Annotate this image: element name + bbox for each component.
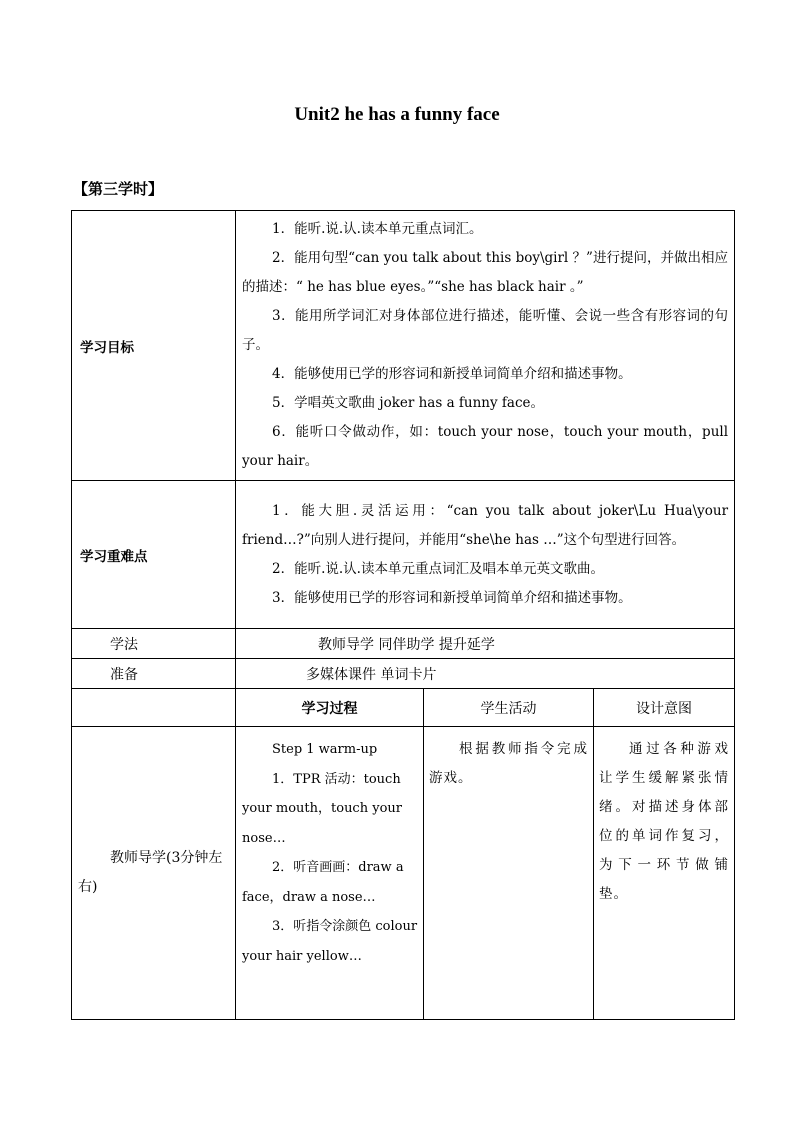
stage1-label: 教师导学(3分钟左右) <box>72 727 236 1020</box>
empty-header-cell <box>72 689 236 727</box>
objective-item: 1．能听.说.认.读本单元重点词汇。 <box>272 221 483 237</box>
objectives-label: 学习目标 <box>72 211 236 481</box>
method-value: 教师导学 同伴助学 提升延学 <box>236 629 735 659</box>
intent-header: 设计意图 <box>594 689 735 727</box>
objective-item: 4．能够使用已学的形容词和新授单词简单介绍和描述事物。 <box>272 366 632 382</box>
stage1-student-activity <box>424 727 594 1020</box>
stage1-process <box>236 727 424 1020</box>
stage1-design-intent <box>594 727 735 1020</box>
preparation-label: 准备 <box>72 659 236 689</box>
student-activity-text: 根据教师指令完成游戏。 <box>429 741 588 786</box>
objective-item: 3．能用所学词汇对身体部位进行描述，能听懂、会说一些含有形容词的句子。 <box>242 308 729 353</box>
objective-item: 6．能听口令做动作，如：touch your nose，touch your mouth，pull your hair。 <box>242 424 729 469</box>
key-points-content <box>236 481 735 629</box>
key-points-label: 学习重难点 <box>72 481 236 629</box>
objective-item: 5．学唱英文歌曲 joker has a funny face。 <box>272 395 545 411</box>
preparation-value: 多媒体课件 单词卡片 <box>236 659 735 689</box>
objectives-content <box>236 211 735 481</box>
method-label: 学法 <box>72 629 236 659</box>
key-point-item: 2．能听.说.认.读本单元重点词汇及唱本单元英文歌曲。 <box>272 560 604 577</box>
design-intent-text: 通过各种游戏让学生缓解紧张情绪。对描述身体部位的单词作复习，为下一环节做铺垫。 <box>599 741 730 902</box>
preparation-row <box>72 659 735 689</box>
stage1-row <box>72 727 735 1020</box>
objective-item: 2．能用句型“can you talk about this boy\girl ？”进行提问，并做出相应的描述：“ he has blue eyes。”“she has black hair 。” <box>242 250 729 295</box>
method-row <box>72 629 735 659</box>
key-point-item: 3．能够使用已学的形容词和新授单词简单介绍和描述事物。 <box>272 589 632 606</box>
section-label: 【第三学时】 <box>73 180 164 198</box>
process-header: 学习过程 <box>236 689 424 727</box>
process-line: Step 1 warm-up <box>272 742 378 757</box>
process-line: 1．TPR 活动：touch your mouth，touch your nose… <box>242 771 402 846</box>
lesson-plan-table <box>71 210 735 1020</box>
objectives-row <box>72 211 735 481</box>
key-point-item: 1．能大胆.灵活运用：“can you talk about joker\Lu Hua\your friend…?”向别人进行提问，并能用“she\he has …”这个句型进行回答。 <box>242 502 729 548</box>
page-title: Unit2 he has a funny face <box>294 104 500 125</box>
activity-header: 学生活动 <box>424 689 594 727</box>
key-points-row <box>72 481 735 629</box>
process-line: 3．听指令涂颜色 colour your hair yellow… <box>242 919 418 964</box>
process-header-row <box>72 689 735 727</box>
process-line: 2．听音画画：draw a face，draw a nose… <box>242 860 404 905</box>
